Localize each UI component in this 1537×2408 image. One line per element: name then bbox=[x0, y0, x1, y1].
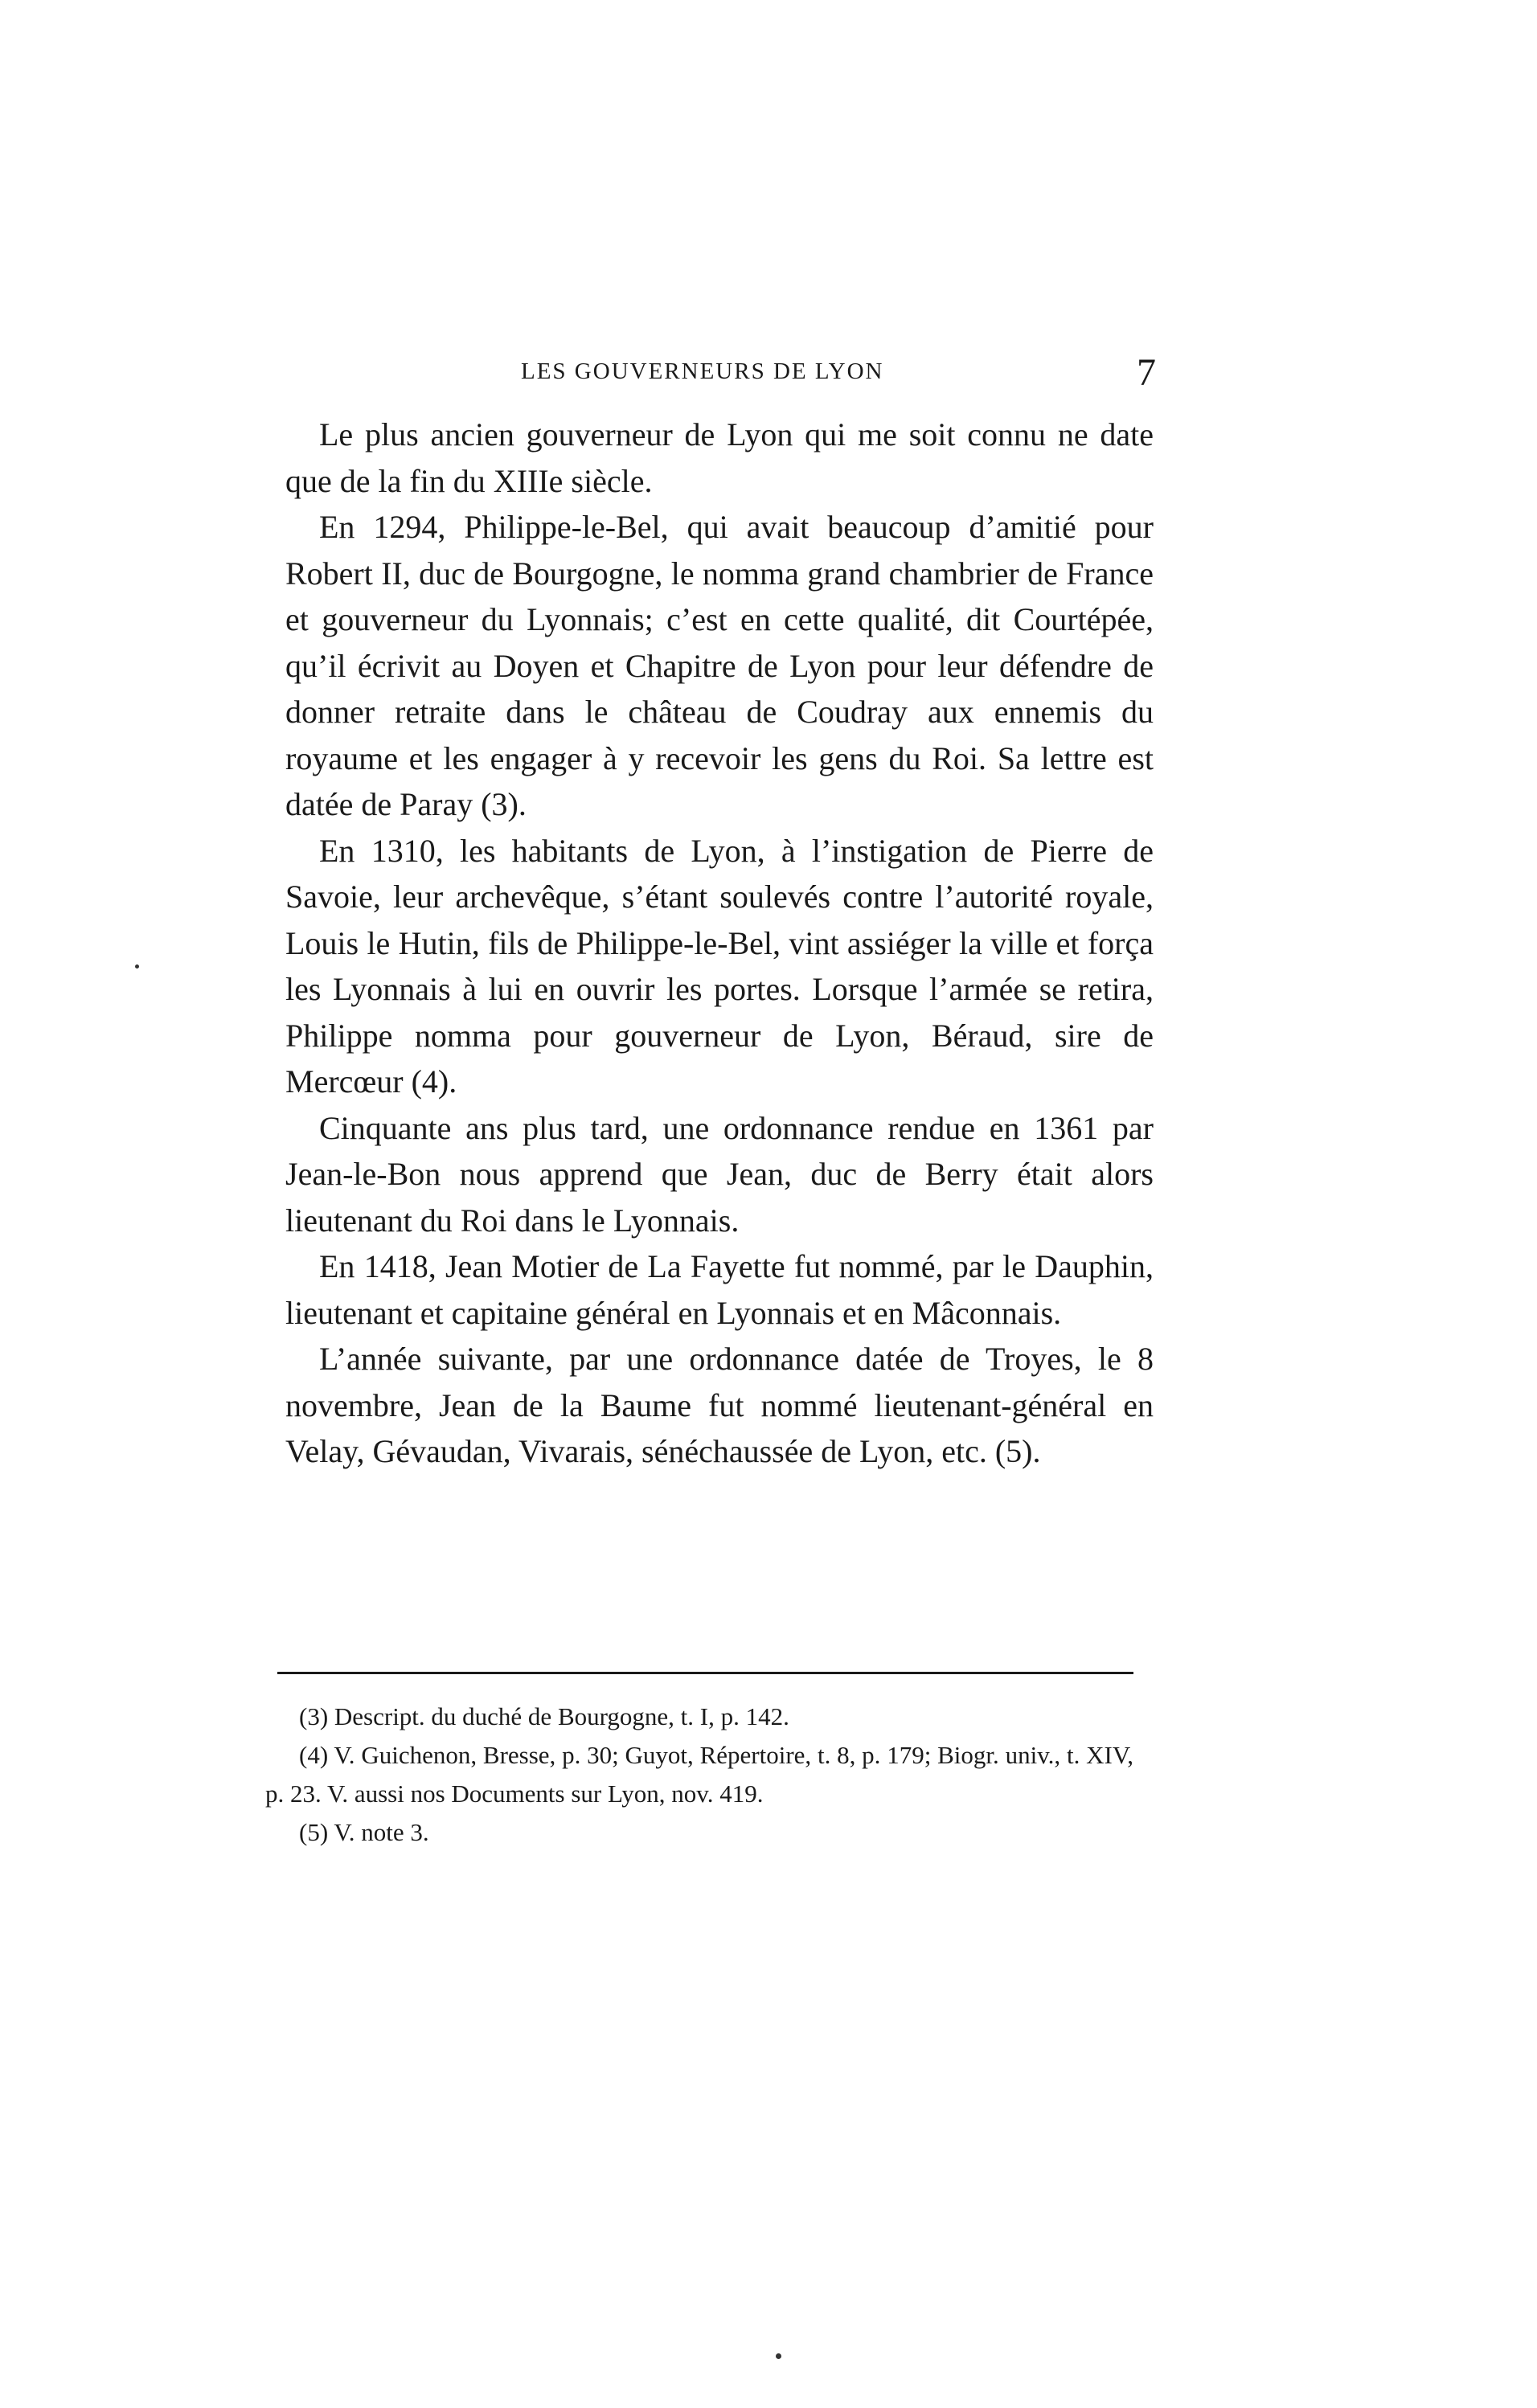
footnote: (3) Descript. du duché de Bourgogne, t. I, p. 142. bbox=[299, 1702, 789, 1730]
paragraph: Cinquante ans plus tard, une ordonnance rendue en 1361 par Jean-le-Bon nous apprend que Jean, duc de Berry était alors lieutenant du Roi dans le Lyonnais. bbox=[285, 1109, 1154, 1239]
footnote-divider bbox=[277, 1672, 1133, 1674]
body-text bbox=[285, 412, 1154, 1475]
paragraph: Le plus ancien gouverneur de Lyon qui me soit connu ne date que de la fin du XIIIe siècle. bbox=[285, 416, 1154, 499]
paragraph: En 1418, Jean Motier de La Fayette fut nommé, par le Dauphin, lieutenant et capitaine général en Lyonnais et en Mâconnais. bbox=[285, 1248, 1154, 1331]
running-head bbox=[288, 351, 1156, 402]
footnote: (5) V. note 3. bbox=[299, 1818, 429, 1846]
footnote: (4) V. Guichenon, Bresse, p. 30; Guyot, Répertoire, t. 8, p. 179; Biogr. univ., t. XIV, p. 23. V. aussi nos Documents sur Lyon, nov. 419. bbox=[265, 1741, 1133, 1808]
paragraph: En 1310, les habitants de Lyon, à l’instigation de Pierre de Savoie, leur archevêque, s’étant soulevés contre l’autorité royale, Louis le Hutin, fils de Philippe-le-Bel, vint assiéger la ville et força les Lyonnais à lui en ouvrir les portes. Lorsque l’armée se retira, Philippe nomma pour gouverneur de Lyon, Béraud, sire de Mercœur (4). bbox=[285, 832, 1154, 1100]
ink-speck bbox=[135, 964, 139, 969]
running-title: LES GOUVERNEURS DE LYON bbox=[521, 358, 884, 384]
footnotes bbox=[265, 1697, 1133, 1852]
page-number: 7 bbox=[1137, 351, 1156, 394]
paragraph: En 1294, Philippe-le-Bel, qui avait beaucoup d’amitié pour Robert II, duc de Bourgogne, le nomma grand chambrier de France et gouverneur du Lyonnais; c’est en cette qualité, dit Courtépée, qu’il écrivit au Doyen et Chapitre de Lyon pour leur défendre de donner retraite dans le château de Coudray aux ennemis du royaume et les engager à y recevoir les gens du Roi. Sa lettre est datée de Paray (3). bbox=[285, 509, 1154, 822]
ink-speck bbox=[776, 2353, 781, 2359]
paragraph: L’année suivante, par une ordonnance datée de Troyes, le 8 novembre, Jean de la Baume fut nommé lieutenant-général en Velay, Gévaudan, Vivarais, sénéchaussée de Lyon, etc. (5). bbox=[285, 1341, 1154, 1469]
